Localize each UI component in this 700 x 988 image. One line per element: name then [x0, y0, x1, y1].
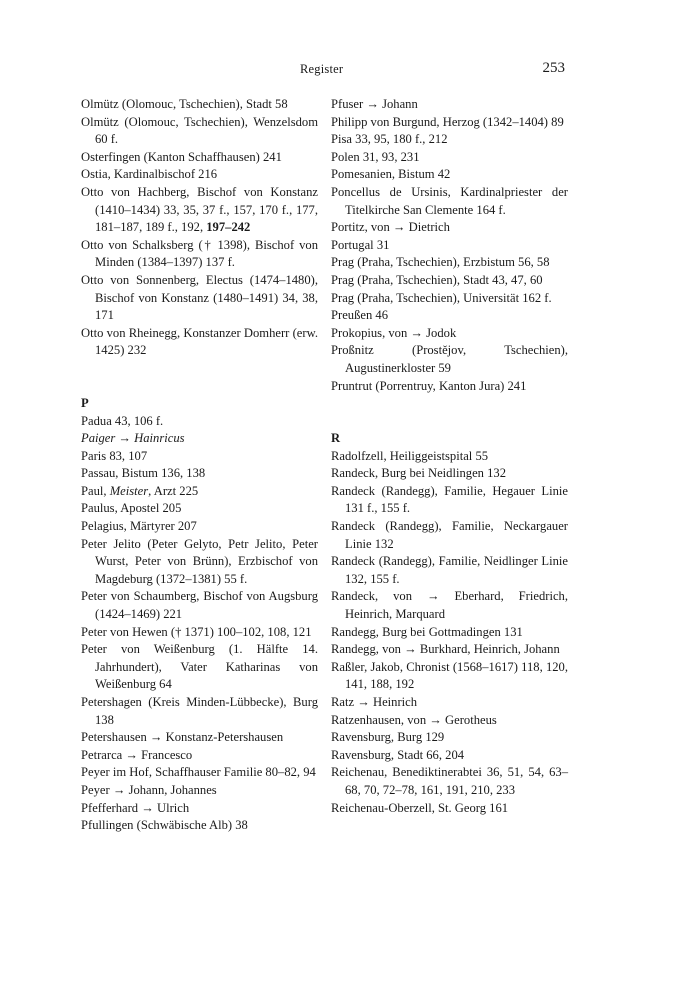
index-entry: Padua 43, 106 f. [81, 413, 164, 428]
index-entry: Raßler, Jakob, Chronist (1568–1617) 118, 120, 141, 188, 192 [331, 659, 568, 692]
section-letter-p: P [81, 395, 89, 410]
index-entry: Prag (Praha, Tschechien), Stadt 43, 47, 60 [331, 272, 543, 287]
index-entry: Preußen 46 [331, 308, 389, 323]
index-entry: Otto von Schalksberg († 1398), Bischof von Minden (1384–1397) 137 f. [81, 237, 318, 270]
index-column-left [81, 96, 318, 835]
index-entry: Peyer im Hof, Schaffhauser Familie 80–82, 94 [81, 765, 316, 780]
index-entry: Peyer → Johann, Johannes [81, 782, 217, 797]
entry-italic: Paiger → Hainricus [81, 431, 185, 446]
index-entry: Pomesanien, Bistum 42 [331, 167, 451, 182]
index-entry: Ratz → Heinrich [331, 695, 418, 709]
index-entry: Ostia, Kardinalbischof 216 [81, 167, 218, 182]
index-entry: Randeck, Burg bei Neidlingen 132 [331, 466, 506, 481]
index-entry: Pfuser → Johann [331, 97, 418, 111]
running-title: Register [300, 62, 344, 76]
page-number: 253 [542, 60, 565, 76]
index-entry: Portugal 31 [331, 237, 390, 252]
index-entry: Prokopius, von → Jodok [331, 325, 457, 340]
entry-italic: Meister [109, 483, 149, 498]
index-entry: Ratzenhausen, von → Gerotheus [331, 712, 497, 727]
index-entry [81, 483, 318, 501]
index-entry: Pfullingen (Schwäbische Alb) 38 [81, 818, 248, 833]
index-entry: Poncellus de Ursinis, Kardinalpriester der Titelkirche San Clemente 164 f. [331, 184, 568, 217]
index-entry: Otto von Rheinegg, Konstanzer Domherr (erw. 1425) 232 [81, 325, 318, 358]
index-entry: Proßnitz (Prostějov, Tschechien), Augustinerkloster 59 [331, 343, 568, 375]
index-entry: Pfefferhard → Ulrich [81, 800, 190, 815]
index-entry: Peter von Weißenburg (1. Hälfte 14. Jahrhundert), Vater Katharinas von Weißenburg 64 [81, 642, 318, 692]
index-entry: Reichenau-Oberzell, St. Georg 161 [331, 800, 509, 815]
index-entry: Portitz, von → Dietrich [331, 220, 450, 235]
index-entry: Peter von Schaumberg, Bischof von Augsburg (1424–1469) 221 [81, 589, 318, 622]
index-entry: Polen 31, 93, 231 [331, 149, 420, 164]
index-entry: Radolfzell, Heiliggeistspital 55 [331, 448, 489, 463]
entry-text: Paul, [81, 483, 110, 498]
index-entry: Reichenau, Benediktinerabtei 36, 51, 54, 63–68, 70, 72–78, 161, 191, 210, 233 [331, 765, 568, 797]
index-entry: Otto von Sonnenberg, Electus (1474–1480), Bischof von Konstanz (1480–1491) 34, 38, 171 [81, 272, 318, 323]
index-entry: Peter von Hewen († 1371) 100–102, 108, 121 [81, 624, 312, 639]
index-entry: Petrarca → Francesco [81, 747, 193, 762]
index-entry [81, 184, 318, 237]
entry-text: , Arzt 225 [148, 483, 199, 498]
index-entry: Petershausen → Konstanz-Petershausen [81, 730, 284, 745]
index-entry: Randeck (Randegg), Familie, Hegauer Linie 131 f., 155 f. [331, 483, 568, 516]
index-entry: Paris 83, 107 [81, 448, 148, 463]
index-entry: Petershagen (Kreis Minden-Lübbecke), Burg 138 [81, 695, 318, 727]
index-entry: Pruntrut (Porrentruy, Kanton Jura) 241 [331, 378, 527, 393]
index-entry: Randeck (Randegg), Familie, Neckargauer Linie 132 [331, 519, 568, 551]
index-entry: Prag (Praha, Tschechien), Erzbistum 56, 58 [331, 255, 550, 270]
section-letter-r: R [331, 431, 341, 446]
index-entry: Olmütz (Olomouc, Tschechien), Stadt 58 [81, 97, 288, 111]
index-entry [81, 430, 318, 448]
index-entry: Prag (Praha, Tschechien), Universität 162 f. [331, 290, 552, 305]
index-entry: Ravensburg, Stadt 66, 204 [331, 747, 465, 762]
index-entry: Randegg, von → Burkhard, Heinrich, Johann [331, 642, 560, 657]
index-entry: Philipp von Burgund, Herzog (1342–1404) 89 [331, 114, 564, 129]
index-entry: Passau, Bistum 136, 138 [81, 466, 206, 481]
index-entry: Peter Jelito (Peter Gelyto, Petr Jelito, Peter Wurst, Peter von Brünn), Erzbischof von Magdeburg (1372–1381) 55 f. [81, 536, 318, 586]
index-column-right [331, 96, 568, 817]
page-header [0, 58, 700, 82]
entry-text: Otto von Hachberg, Bischof von Konstanz (1410–1434) 33, 35, 37 f., 157, 170 f., 177, 181–187, 189 f., 192, [81, 184, 318, 235]
index-entry: Randegg, Burg bei Gottmadingen 131 [331, 624, 523, 639]
index-entry: Pisa 33, 95, 180 f., 212 [331, 132, 448, 147]
index-entry: Randeck (Randegg), Familie, Neidlinger Linie 132, 155 f. [331, 554, 568, 586]
index-entry: Pelagius, Märtyrer 207 [81, 519, 197, 534]
index-entry: Paulus, Apostel 205 [81, 501, 182, 516]
index-entry: Olmütz (Olomouc, Tschechien), Wenzelsdom 60 f. [81, 114, 318, 147]
index-entry: Randeck, von → Eberhard, Friedrich, Heinrich, Marquard [331, 589, 568, 622]
entry-bold-pages: 197–242 [206, 220, 251, 235]
index-entry: Ravensburg, Burg 129 [331, 730, 445, 745]
index-entry: Osterfingen (Kanton Schaffhausen) 241 [81, 149, 282, 164]
